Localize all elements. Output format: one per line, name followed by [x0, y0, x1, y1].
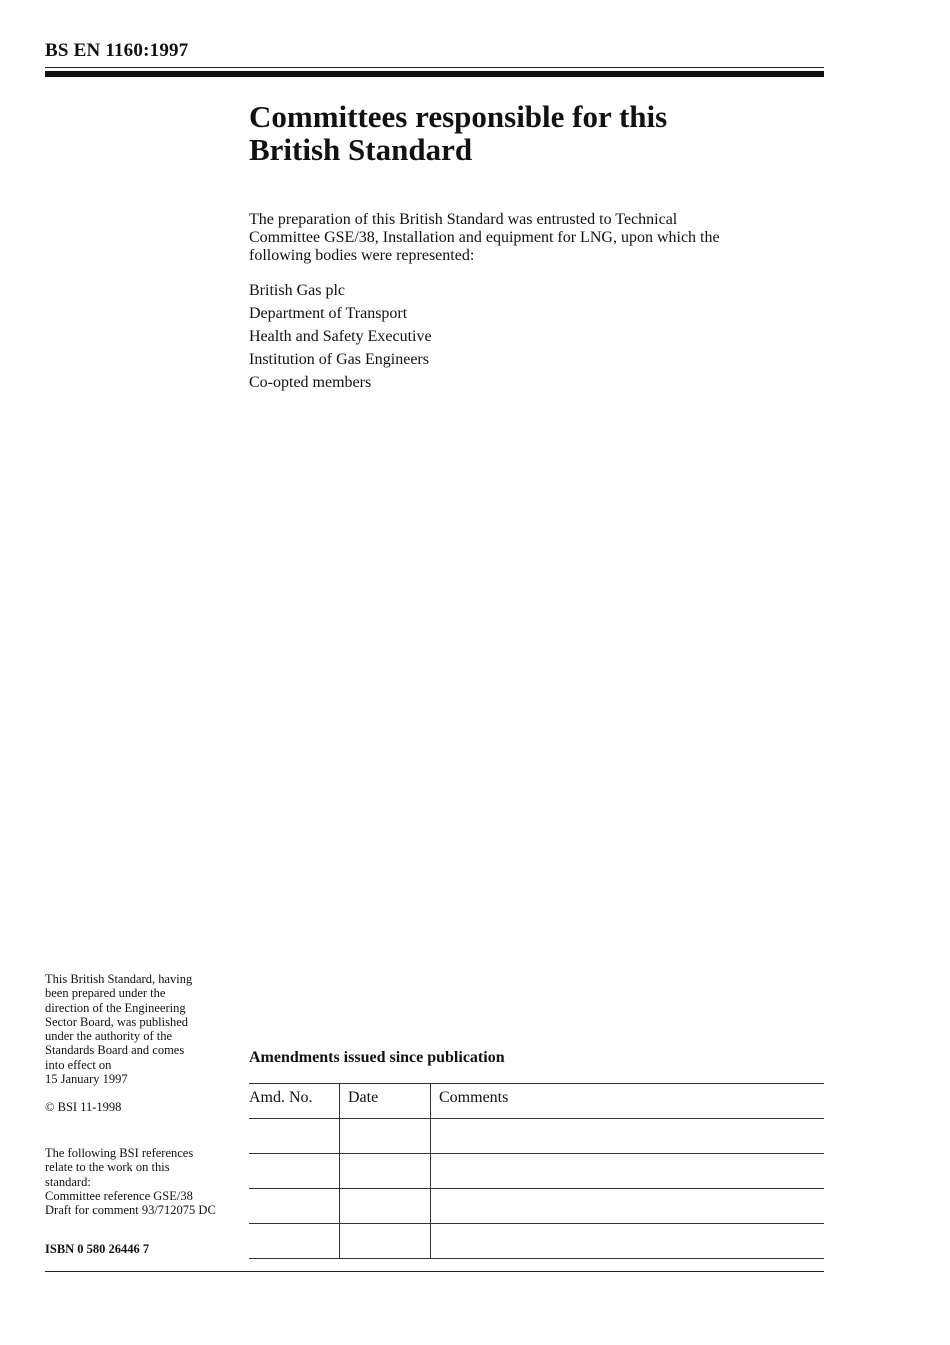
table-row	[249, 1119, 824, 1154]
publication-line: Standards Board and comes	[45, 1043, 185, 1058]
table-cell	[340, 1119, 431, 1154]
footer-rule	[45, 1271, 824, 1272]
table-header-row	[249, 1084, 824, 1119]
reference-line: The following BSI references	[45, 1146, 194, 1160]
table-cell	[340, 1189, 431, 1224]
represented-bodies-list	[249, 282, 432, 397]
table-cell	[431, 1224, 825, 1259]
table-cell	[431, 1119, 825, 1154]
publication-line: 15 January 1997	[45, 1072, 128, 1087]
reference-line: Committee reference GSE/38	[45, 1188, 193, 1203]
intro-line: Committee GSE/38, Installation and equipment for LNG, upon which the	[249, 229, 720, 246]
list-item: Co-opted members	[249, 374, 372, 391]
intro-line: The preparation of this British Standard was entrusted to Technical	[249, 211, 678, 228]
column-header-comments: Comments	[431, 1084, 825, 1119]
isbn: ISBN 0 580 26446 7	[45, 1242, 150, 1256]
list-item: Health and Safety Executive	[249, 328, 432, 345]
column-header-date: Date	[340, 1084, 431, 1119]
header-rule-thick	[45, 71, 824, 77]
table-cell	[340, 1154, 431, 1189]
table-cell	[249, 1224, 340, 1259]
publication-line: under the authority of the	[45, 1029, 173, 1044]
table-cell	[249, 1154, 340, 1189]
publication-line: into effect on	[45, 1057, 112, 1072]
table-cell	[249, 1189, 340, 1224]
table-cell	[431, 1154, 825, 1189]
table-cell	[340, 1224, 431, 1259]
table-cell	[431, 1189, 825, 1224]
list-item: Institution of Gas Engineers	[249, 351, 429, 368]
publication-note	[45, 972, 245, 1086]
page-title	[249, 100, 809, 166]
reference-line: relate to the work on this	[45, 1160, 170, 1175]
header-rule-thin	[45, 67, 824, 68]
table-cell	[249, 1119, 340, 1154]
table-row	[249, 1154, 824, 1189]
table-row	[249, 1189, 824, 1224]
title-line: Committees responsible for this	[249, 99, 668, 134]
publication-line: Sector Board, was published	[45, 1014, 189, 1029]
amendments-table	[249, 1083, 824, 1259]
list-item: Department of Transport	[249, 305, 408, 322]
publication-line: This British Standard, having	[45, 972, 193, 986]
reference-line: standard:	[45, 1174, 91, 1189]
document-id: BS EN 1160:1997	[45, 40, 189, 61]
intro-paragraph	[249, 211, 809, 265]
copyright-notice: © BSI 11-1998	[45, 1100, 122, 1114]
publication-line: direction of the Engineering	[45, 1000, 186, 1015]
list-item: British Gas plc	[249, 282, 345, 299]
intro-line: following bodies were represented:	[249, 247, 475, 264]
column-header-amd-no: Amd. No.	[249, 1084, 340, 1119]
reference-line: Draft for comment 93/712075 DC	[45, 1203, 216, 1218]
bsi-references	[45, 1146, 245, 1217]
title-line: British Standard	[249, 132, 473, 167]
publication-line: been prepared under the	[45, 986, 166, 1001]
amendments-heading: Amendments issued since publication	[249, 1049, 505, 1066]
table-row	[249, 1224, 824, 1259]
